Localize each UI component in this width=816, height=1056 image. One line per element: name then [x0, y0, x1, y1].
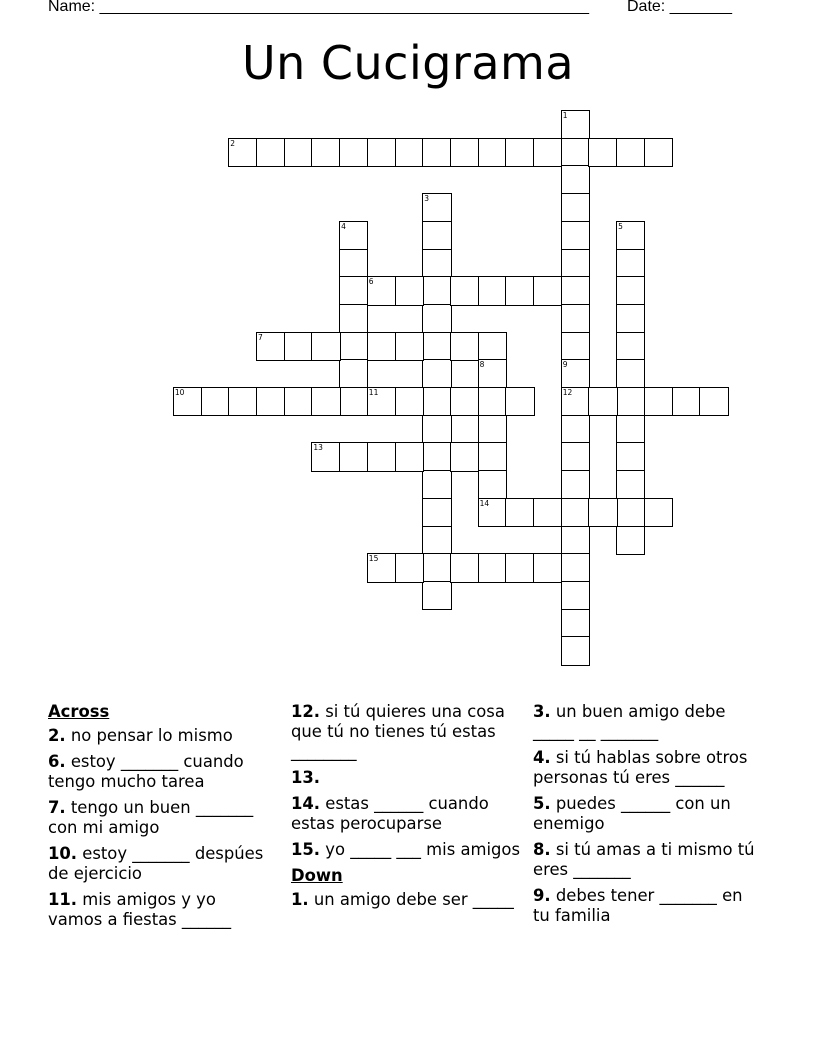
- crossword-cell[interactable]: [478, 470, 507, 499]
- crossword-cell[interactable]: [339, 276, 368, 305]
- clue-item-number: 2.: [48, 726, 66, 745]
- crossword-cell[interactable]: [561, 609, 590, 638]
- crossword-cell[interactable]: [533, 553, 562, 582]
- crossword-cell[interactable]: [644, 138, 673, 167]
- crossword-cell[interactable]: [422, 249, 451, 278]
- crossword-cell[interactable]: [339, 332, 368, 361]
- clue-item-number: 13.: [291, 768, 321, 787]
- crossword-cell[interactable]: [478, 276, 507, 305]
- crossword-cell[interactable]: [478, 442, 507, 471]
- crossword-cell[interactable]: [422, 359, 451, 388]
- crossword-cell[interactable]: [478, 415, 507, 444]
- crossword-cell[interactable]: [672, 387, 701, 416]
- clue-item-text: si tú hablas sobre otros personas tú eres ______: [533, 748, 748, 787]
- crossword-cell[interactable]: [478, 553, 507, 582]
- crossword-cell[interactable]: [616, 526, 645, 555]
- crossword-cell[interactable]: [367, 276, 396, 305]
- clue-item-number: 9.: [533, 886, 551, 905]
- down-heading: Down: [291, 866, 343, 885]
- crossword-cell[interactable]: [395, 332, 424, 361]
- clue-number: 1: [562, 111, 568, 120]
- clue-number: 14: [479, 498, 490, 508]
- clue-item-number: 15.: [291, 840, 321, 859]
- clue-item: [48, 752, 268, 792]
- clue-item-number: 5.: [533, 794, 551, 813]
- clue-item: [48, 844, 268, 884]
- crossword-cell[interactable]: [339, 442, 368, 471]
- crossword-cell[interactable]: [450, 553, 479, 582]
- clue-item-number: 1.: [291, 890, 309, 909]
- crossword-cell[interactable]: [616, 332, 645, 361]
- clue-number: 9: [562, 360, 568, 370]
- clue-item: [48, 726, 268, 746]
- crossword-cell[interactable]: [422, 415, 451, 444]
- clue-item: [291, 702, 521, 762]
- clue-item-number: 11.: [48, 890, 78, 909]
- clue-item: [291, 794, 521, 834]
- crossword-cell[interactable]: [561, 581, 590, 610]
- crossword-cell[interactable]: [561, 470, 590, 499]
- crossword-cell[interactable]: [422, 581, 451, 610]
- crossword-cell[interactable]: [395, 276, 424, 305]
- clue-item-number: 8.: [533, 840, 551, 859]
- clue-item: [533, 794, 763, 834]
- crossword-cell[interactable]: [588, 498, 617, 527]
- crossword-cell[interactable]: [561, 387, 590, 416]
- crossword-cell[interactable]: [256, 138, 285, 167]
- clue-item-text: mis amigos y yo vamos a fiestas ______: [48, 890, 232, 929]
- clues-column-3: [533, 702, 763, 932]
- page-title: Un Cucigrama: [241, 36, 575, 90]
- clue-item: [48, 798, 268, 838]
- crossword-cell[interactable]: [478, 332, 507, 361]
- crossword-cell[interactable]: [644, 498, 673, 527]
- crossword-cell[interactable]: [367, 332, 396, 361]
- crossword-cell[interactable]: [561, 442, 590, 471]
- crossword-cell[interactable]: [367, 387, 396, 416]
- crossword-cell[interactable]: [644, 387, 673, 416]
- crossword-cell[interactable]: [422, 470, 451, 499]
- crossword-cell[interactable]: [422, 553, 451, 582]
- clue-number: 5: [618, 221, 623, 231]
- crossword-cell[interactable]: [616, 498, 645, 527]
- crossword-cell[interactable]: [616, 138, 645, 167]
- crossword-cell[interactable]: [422, 442, 451, 471]
- clue-item-text: un amigo debe ser _____: [308, 890, 514, 909]
- clue-item-number: 6.: [48, 752, 66, 771]
- crossword-cell[interactable]: [311, 138, 340, 167]
- clues-column-1: [48, 702, 268, 936]
- clue-item-text: no pensar lo mismo: [65, 726, 233, 745]
- crossword-cell[interactable]: [339, 359, 368, 388]
- crossword-cell[interactable]: [533, 276, 562, 305]
- crossword-cell[interactable]: [699, 387, 728, 416]
- clue-item-text: tengo un buen _______ con mi amigo: [48, 798, 254, 837]
- crossword-cell[interactable]: [561, 249, 590, 278]
- clue-item: [533, 702, 763, 742]
- clue-item-number: 10.: [48, 844, 78, 863]
- clue-item-text: si tú amas a ti mismo tú eres _______: [533, 840, 755, 879]
- clues-column-2: [291, 702, 521, 916]
- crossword-cell[interactable]: [505, 498, 534, 527]
- crossword-cell[interactable]: [616, 276, 645, 305]
- clue-item: [533, 886, 763, 926]
- clue-item-text: yo _____ ___ mis amigos: [320, 840, 520, 859]
- crossword-cell[interactable]: [173, 387, 202, 416]
- crossword-cell[interactable]: [561, 526, 590, 555]
- name-field[interactable]: Name: _______________________________________________________: [48, 0, 589, 15]
- crossword-cell[interactable]: [616, 249, 645, 278]
- crossword-cell[interactable]: [228, 138, 257, 167]
- crossword-cell[interactable]: [561, 221, 590, 250]
- clue-item-text: puedes ______ con un enemigo: [533, 794, 731, 833]
- clue-item-number: 3.: [533, 702, 551, 721]
- date-field[interactable]: Date: _______: [627, 0, 732, 15]
- crossword-cell[interactable]: [395, 387, 424, 416]
- clue-item: [48, 890, 268, 930]
- clue-number: 7: [258, 332, 263, 342]
- crossword-cell[interactable]: [422, 332, 451, 361]
- crossword-cell[interactable]: [311, 442, 340, 471]
- crossword-cell[interactable]: [256, 387, 285, 416]
- crossword-cell[interactable]: [561, 110, 590, 139]
- clue-item-text: si tú quieres una cosa que tú no tienes tú estas ________: [291, 702, 505, 761]
- crossword-cell[interactable]: [478, 138, 507, 167]
- crossword-cell[interactable]: [284, 332, 313, 361]
- crossword-cell[interactable]: [616, 359, 645, 388]
- crossword-cell[interactable]: [478, 498, 507, 527]
- clue-number: 13: [313, 443, 323, 453]
- crossword-cell[interactable]: [339, 249, 368, 278]
- crossword-cell[interactable]: [505, 553, 534, 582]
- clue-item-text: un buen amigo debe _____ __ _______: [533, 702, 726, 741]
- clue-number: 3: [424, 194, 429, 204]
- crossword-cell[interactable]: [422, 276, 451, 305]
- crossword-cell[interactable]: [616, 304, 645, 333]
- clue-item-number: 7.: [48, 798, 66, 817]
- crossword-cell[interactable]: [422, 387, 451, 416]
- crossword-cell[interactable]: [561, 636, 590, 665]
- crossword-cell[interactable]: [201, 387, 230, 416]
- crossword-cell[interactable]: [505, 387, 534, 416]
- crossword-cell[interactable]: [422, 138, 451, 167]
- clue-item: [291, 890, 521, 910]
- crossword-cell[interactable]: [561, 359, 590, 388]
- crossword-cell[interactable]: [422, 304, 451, 333]
- clue-item-text: debes tener _______ en tu familia: [533, 886, 743, 925]
- clue-item-text: estoy _______ cuando tengo mucho tarea: [48, 752, 244, 791]
- clue-item: [291, 840, 521, 860]
- clue-number: 11: [368, 388, 379, 397]
- crossword-cell[interactable]: [478, 387, 507, 416]
- crossword-cell[interactable]: [450, 138, 479, 167]
- crossword-cell[interactable]: [339, 304, 368, 333]
- crossword-cell[interactable]: [422, 221, 451, 250]
- crossword-cell[interactable]: [395, 442, 424, 471]
- crossword-cell[interactable]: [561, 553, 590, 582]
- crossword-cell[interactable]: [339, 138, 368, 167]
- crossword-cell[interactable]: [256, 332, 285, 361]
- clue-number: 12: [562, 388, 573, 397]
- crossword-cell[interactable]: [367, 553, 396, 582]
- crossword-cell[interactable]: [505, 276, 534, 305]
- clue-number: 4: [341, 221, 346, 231]
- clue-number: 15: [368, 554, 379, 564]
- crossword-cell[interactable]: [450, 276, 479, 305]
- crossword-cell[interactable]: [395, 138, 424, 167]
- crossword-cell[interactable]: [561, 304, 590, 333]
- crossword-cell[interactable]: [311, 387, 340, 416]
- clue-item: [533, 748, 763, 788]
- crossword-cell[interactable]: [616, 442, 645, 471]
- crossword-cell[interactable]: [228, 387, 257, 416]
- crossword-cell[interactable]: [422, 193, 451, 222]
- crossword-cell[interactable]: [561, 498, 590, 527]
- across-heading: Across: [48, 702, 110, 721]
- clue-number: 8: [479, 360, 485, 370]
- crossword-cell[interactable]: [561, 138, 590, 167]
- clue-item-text: estoy _______ despúes de ejercicio: [48, 844, 264, 883]
- crossword-cell[interactable]: [367, 138, 396, 167]
- crossword-cell[interactable]: [450, 387, 479, 416]
- clue-item: [533, 840, 763, 880]
- crossword-cell[interactable]: [616, 387, 645, 416]
- clue-item: [291, 768, 521, 788]
- clue-item-number: 12.: [291, 702, 321, 721]
- clue-item-number: 14.: [291, 794, 321, 813]
- crossword-cell[interactable]: [311, 332, 340, 361]
- clue-item-number: 4.: [533, 748, 551, 767]
- clue-number: 10: [174, 388, 185, 397]
- crossword-cell[interactable]: [422, 526, 451, 555]
- crossword-cell[interactable]: [422, 498, 451, 527]
- clue-number: 2: [230, 138, 236, 148]
- crossword-cell[interactable]: [561, 165, 590, 194]
- clue-item-text: estas ______ cuando estas perocuparse: [291, 794, 489, 833]
- crossword-cell[interactable]: [339, 221, 368, 250]
- crossword-cell[interactable]: [616, 221, 645, 250]
- crossword-cell[interactable]: [533, 138, 562, 167]
- crossword-cell[interactable]: [588, 387, 617, 416]
- clue-number: 6: [368, 277, 374, 287]
- crossword-cell[interactable]: [561, 332, 590, 361]
- crossword-cell[interactable]: [478, 359, 507, 388]
- crossword-cell[interactable]: [561, 276, 590, 305]
- crossword-cell[interactable]: [588, 138, 617, 167]
- crossword-cell[interactable]: [367, 442, 396, 471]
- crossword-cell[interactable]: [561, 415, 590, 444]
- crossword-cell[interactable]: [339, 387, 368, 416]
- crossword-cell[interactable]: [616, 415, 645, 444]
- crossword-cell[interactable]: [533, 498, 562, 527]
- crossword-cell[interactable]: [284, 138, 313, 167]
- crossword-cell[interactable]: [395, 553, 424, 582]
- crossword-cell[interactable]: [616, 470, 645, 499]
- crossword-cell[interactable]: [450, 332, 479, 361]
- crossword-cell[interactable]: [505, 138, 534, 167]
- crossword-cell[interactable]: [284, 387, 313, 416]
- crossword-cell[interactable]: [450, 442, 479, 471]
- crossword-cell[interactable]: [561, 193, 590, 222]
